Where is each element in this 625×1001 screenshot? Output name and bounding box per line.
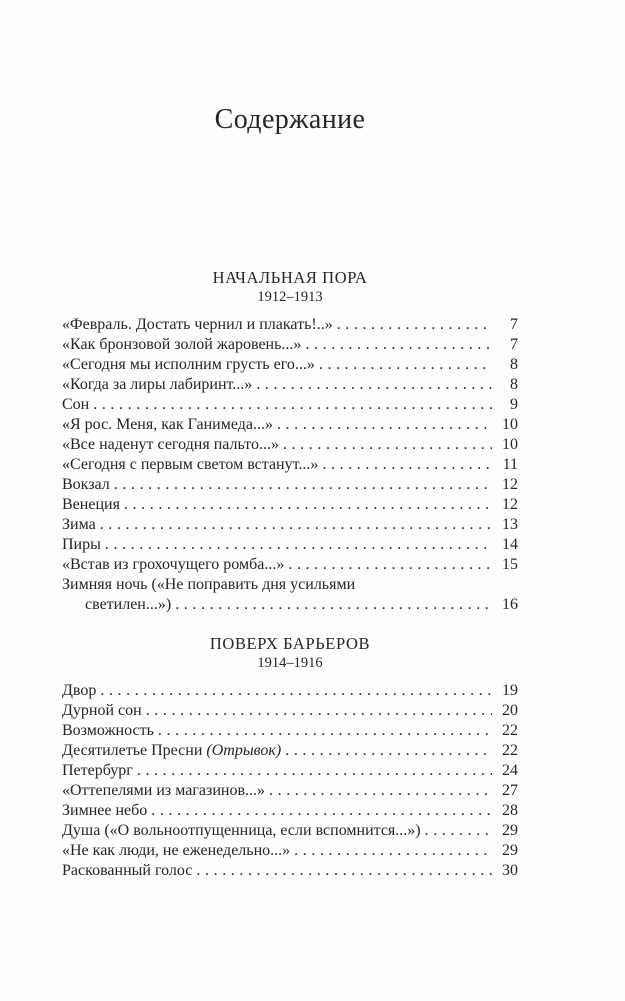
section-years: 1912–1913 xyxy=(257,289,323,305)
dot-leader xyxy=(265,781,492,801)
entry-page-number: 8 xyxy=(510,356,518,373)
toc-section xyxy=(62,634,518,881)
toc-entry xyxy=(62,335,518,355)
dot-leader xyxy=(96,681,492,701)
dot-leader xyxy=(142,701,492,721)
entry-page-number: 10 xyxy=(502,416,518,433)
entry-title: «Как бронзовой золой жаровень...» xyxy=(62,336,302,353)
entry-page-number: 29 xyxy=(502,822,518,839)
entry-page-number: 16 xyxy=(502,596,518,613)
entry-title: Десятилетье Пресни (Отрывок) xyxy=(62,742,282,759)
dot-leader xyxy=(318,455,492,475)
toc-entry xyxy=(62,415,518,435)
section-heading: ПОВЕРХ БАРЬЕРОВ xyxy=(209,634,371,653)
toc-entry xyxy=(62,475,518,495)
toc-entry xyxy=(62,535,518,555)
dot-leader xyxy=(133,761,492,781)
entry-title: «Оттепелями из магазинов...» xyxy=(62,782,265,799)
dot-leader xyxy=(89,395,492,415)
section-heading: НАЧАЛЬНАЯ ПОРА xyxy=(212,268,368,287)
toc-entry xyxy=(62,355,518,375)
entry-page-number: 30 xyxy=(502,862,518,879)
entry-page-number: 9 xyxy=(510,396,518,413)
entry-title: Двор xyxy=(62,682,97,699)
dot-leader xyxy=(284,555,492,575)
toc-entry xyxy=(62,681,518,701)
dot-leader xyxy=(110,475,492,495)
entry-page-number: 15 xyxy=(502,556,518,573)
toc-entry xyxy=(62,841,518,861)
entry-page-number: 12 xyxy=(502,496,518,513)
toc-entry xyxy=(62,515,518,535)
entry-title: «Встав из грохочущего ромба...» xyxy=(62,556,285,573)
entry-title: Зимняя ночь («Не поправить дня усильями xyxy=(62,576,356,593)
toc-sections xyxy=(62,268,518,881)
entry-title: Дурной сон xyxy=(62,702,142,719)
entry-page-number: 22 xyxy=(502,742,518,759)
dot-leader xyxy=(421,821,492,841)
entry-title: Зимнее небо xyxy=(62,802,148,819)
dot-leader xyxy=(120,495,492,515)
section-entries xyxy=(62,681,518,881)
toc-entry xyxy=(62,821,518,841)
entry-title: Раскованный голос xyxy=(62,862,193,879)
entry-page-number: 22 xyxy=(502,722,518,739)
entry-title: светилен...») xyxy=(85,596,172,613)
toc-entry xyxy=(62,801,518,821)
entry-page-number: 24 xyxy=(502,762,518,779)
toc-entry xyxy=(62,435,518,455)
entry-title: Возможность xyxy=(62,722,154,739)
entry-title: «Все наденут сегодня пальто...» xyxy=(62,436,279,453)
dot-leader xyxy=(96,515,492,535)
dot-leader xyxy=(252,375,492,395)
dot-leader xyxy=(101,535,492,555)
toc-entry xyxy=(62,555,518,575)
toc-entry xyxy=(62,741,518,761)
entry-title: Вокзал xyxy=(62,476,110,493)
dot-leader xyxy=(279,435,492,455)
dot-leader xyxy=(301,335,492,355)
toc-entry xyxy=(62,495,518,515)
entry-page-number: 20 xyxy=(502,702,518,719)
dot-leader xyxy=(171,595,492,615)
toc-entry xyxy=(62,861,518,881)
toc-entry xyxy=(62,701,518,721)
entry-page-number: 29 xyxy=(502,842,518,859)
toc-entry xyxy=(62,721,518,741)
entry-page-number: 10 xyxy=(502,436,518,453)
entry-title: Зима xyxy=(62,516,96,533)
entry-page-number: 13 xyxy=(502,516,518,533)
toc-entry xyxy=(62,575,518,595)
entry-page-number: 27 xyxy=(502,782,518,799)
entry-page-number: 7 xyxy=(510,336,518,353)
section-years: 1914–1916 xyxy=(257,655,323,671)
entry-page-number: 12 xyxy=(502,476,518,493)
dot-leader xyxy=(273,415,492,435)
toc-entry xyxy=(62,315,518,335)
toc-entry xyxy=(62,595,518,615)
entry-title: «Не как люди, не еженедельно...» xyxy=(62,842,291,859)
entry-title: Пиры xyxy=(62,536,101,553)
entry-title: Венеция xyxy=(62,496,120,513)
toc-entry xyxy=(62,781,518,801)
entry-title: «Я рос. Меня, как Ганимеда...» xyxy=(62,416,273,433)
entry-title: «Когда за лиры лабиринт...» xyxy=(62,376,253,393)
entry-page-number: 7 xyxy=(510,316,518,333)
entry-page-number: 14 xyxy=(502,536,518,553)
dot-leader xyxy=(281,741,492,761)
toc-entry xyxy=(62,395,518,415)
dot-leader xyxy=(192,861,492,881)
dot-leader xyxy=(333,315,492,335)
entry-title: Душа («О вольноотпущенница, если вспомнится...») xyxy=(62,822,421,839)
toc-entry xyxy=(62,761,518,781)
dot-leader xyxy=(315,355,492,375)
toc-entry xyxy=(62,375,518,395)
entry-title: «Сегодня с первым светом встанут...» xyxy=(62,456,319,473)
dot-leader xyxy=(147,801,492,821)
entry-page-number: 19 xyxy=(502,682,518,699)
dot-leader xyxy=(154,721,492,741)
table-of-contents xyxy=(62,0,518,881)
entry-title: «Сегодня мы исполним грусть его...» xyxy=(62,356,315,373)
entry-title: Петербург xyxy=(62,762,133,779)
entry-page-number: 28 xyxy=(502,802,518,819)
page-title: Содержание xyxy=(214,104,366,135)
entry-title: «Февраль. Достать чернил и плакать!..» xyxy=(62,316,333,333)
toc-entry xyxy=(62,455,518,475)
dot-leader xyxy=(290,841,492,861)
entry-page-number: 8 xyxy=(510,376,518,393)
entry-title-italic: (Отрывок) xyxy=(206,742,282,759)
entry-title: Сон xyxy=(62,396,90,413)
toc-section xyxy=(62,268,518,615)
entry-page-number: 11 xyxy=(502,456,518,473)
section-entries xyxy=(62,315,518,615)
